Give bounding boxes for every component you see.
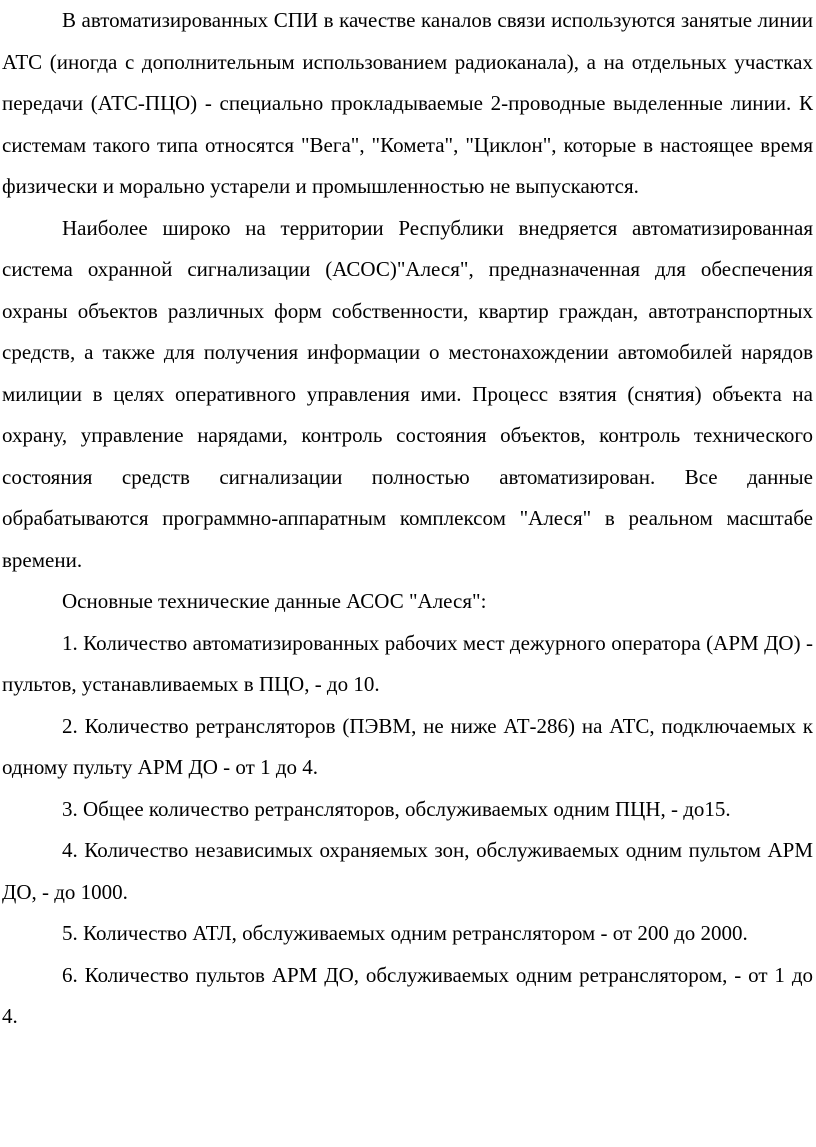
list-item-spec-3: 3. Общее количество ретрансляторов, обслуживаемых одним ПЦН, - до15. [62,796,731,821]
list-item-spec-5: 5. Количество АТЛ, обслуживаемых одним ретранслятором - от 200 до 2000. [62,921,748,945]
list-item-spec-1: 1. Количество автоматизированных рабочих мест дежурного оператора (АРМ ДО) - пультов, устанавливаемых в ПЦО, - до 10. [2,630,813,696]
list-item-spec-4: 4. Количество независимых охраняемых зон, обслуживаемых одним пультом АРМ ДО, - до 1000. [2,838,813,904]
paragraph-communication-channels: В автоматизированных СПИ в качестве каналов связи используются занятые линии АТС (иногда с дополнительным использованием радиоканала), а на отдельных участках передачи (АТС-ПЦО) - специально прокладываемые 2-проводные выделенные линии. К системам такого типа относятся "Вега", "Комета", "Циклон", которые в настоящее время физически и морально устарели и промышленностью не выпускаются. [2,8,813,198]
list-item-spec-6: 6. Количество пультов АРМ ДО, обслуживаемых одним ретранслятором, - от 1 до 4. [2,962,813,1028]
list-item-spec-2: 2. Количество ретрансляторов (ПЭВМ, не ниже АТ-286) на АТС, подключаемых к одному пульту АРМ ДО - от 1 до 4. [2,713,813,779]
paragraph-asos-alesya: Наиболее широко на территории Республики внедряется автоматизированная система охранной сигнализации (АСОС)"Алеся", предназначенная для обеспечения охраны объектов различных форм собственности, квартир граждан, автотранспортных средств, а также для получения информации о местонахождении автомобилей нарядов милиции в целях оперативного управления ими. Процесс взятия (снятия) объекта на охрану, управление нарядами, контроль состояния объектов, контроль технического состояния средств сигнализации полностью автоматизирован. Все данные обрабатываются программно-аппаратным комплексом "Алеся" в реальном масштабе времени. [2,215,813,572]
paragraph-specs-heading: Основные технические данные АСОС "Алеся": [62,589,487,613]
